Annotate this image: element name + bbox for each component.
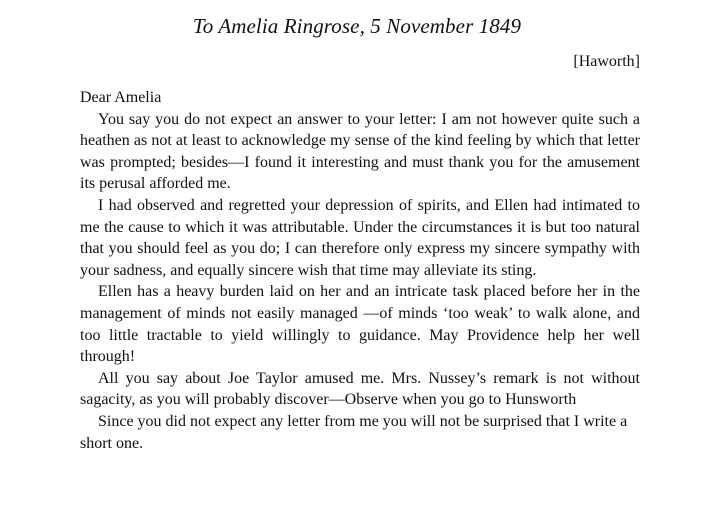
paragraph: All you say about Joe Taylor amused me. Mrs. Nussey’s remark is not without sagacity, as you will probably discover—Observe when you go to Hunsworth xyxy=(80,369,640,409)
paragraph: You say you do not expect an answer to your letter: I am not however quite such a heathen as not at least to acknowledge my sense of the kind feeling by which that letter was prompted; besides—I found it interesting and must thank you for the amusement its perusal afforded me. xyxy=(80,110,640,193)
salutation: Dear Amelia xyxy=(80,89,162,106)
paragraph: I had observed and regretted your depression of spirits, and Ellen had intimated to me the cause to which it was attributable. Under the circumstances it is but too natural that you should feel as you do; I can therefore only express my sincere sympathy with your sadness, and equally sincere wish that time may alleviate its sting. xyxy=(80,196,640,279)
letter-title: To Amelia Ringrose, 5 November 1849 xyxy=(192,14,522,38)
letter-place: [Haworth] xyxy=(573,53,640,70)
letter-body xyxy=(80,87,640,454)
paragraph: Since you did not expect any letter from me you will not be surprised that I write a short one. xyxy=(80,412,628,452)
paragraph: Ellen has a heavy burden laid on her and an intricate task placed before her in the management of minds not easily managed —of minds ‘too weak’ to walk alone, and too little tractable to yield willingly to guidance. May Providence help her well through! xyxy=(80,283,640,366)
